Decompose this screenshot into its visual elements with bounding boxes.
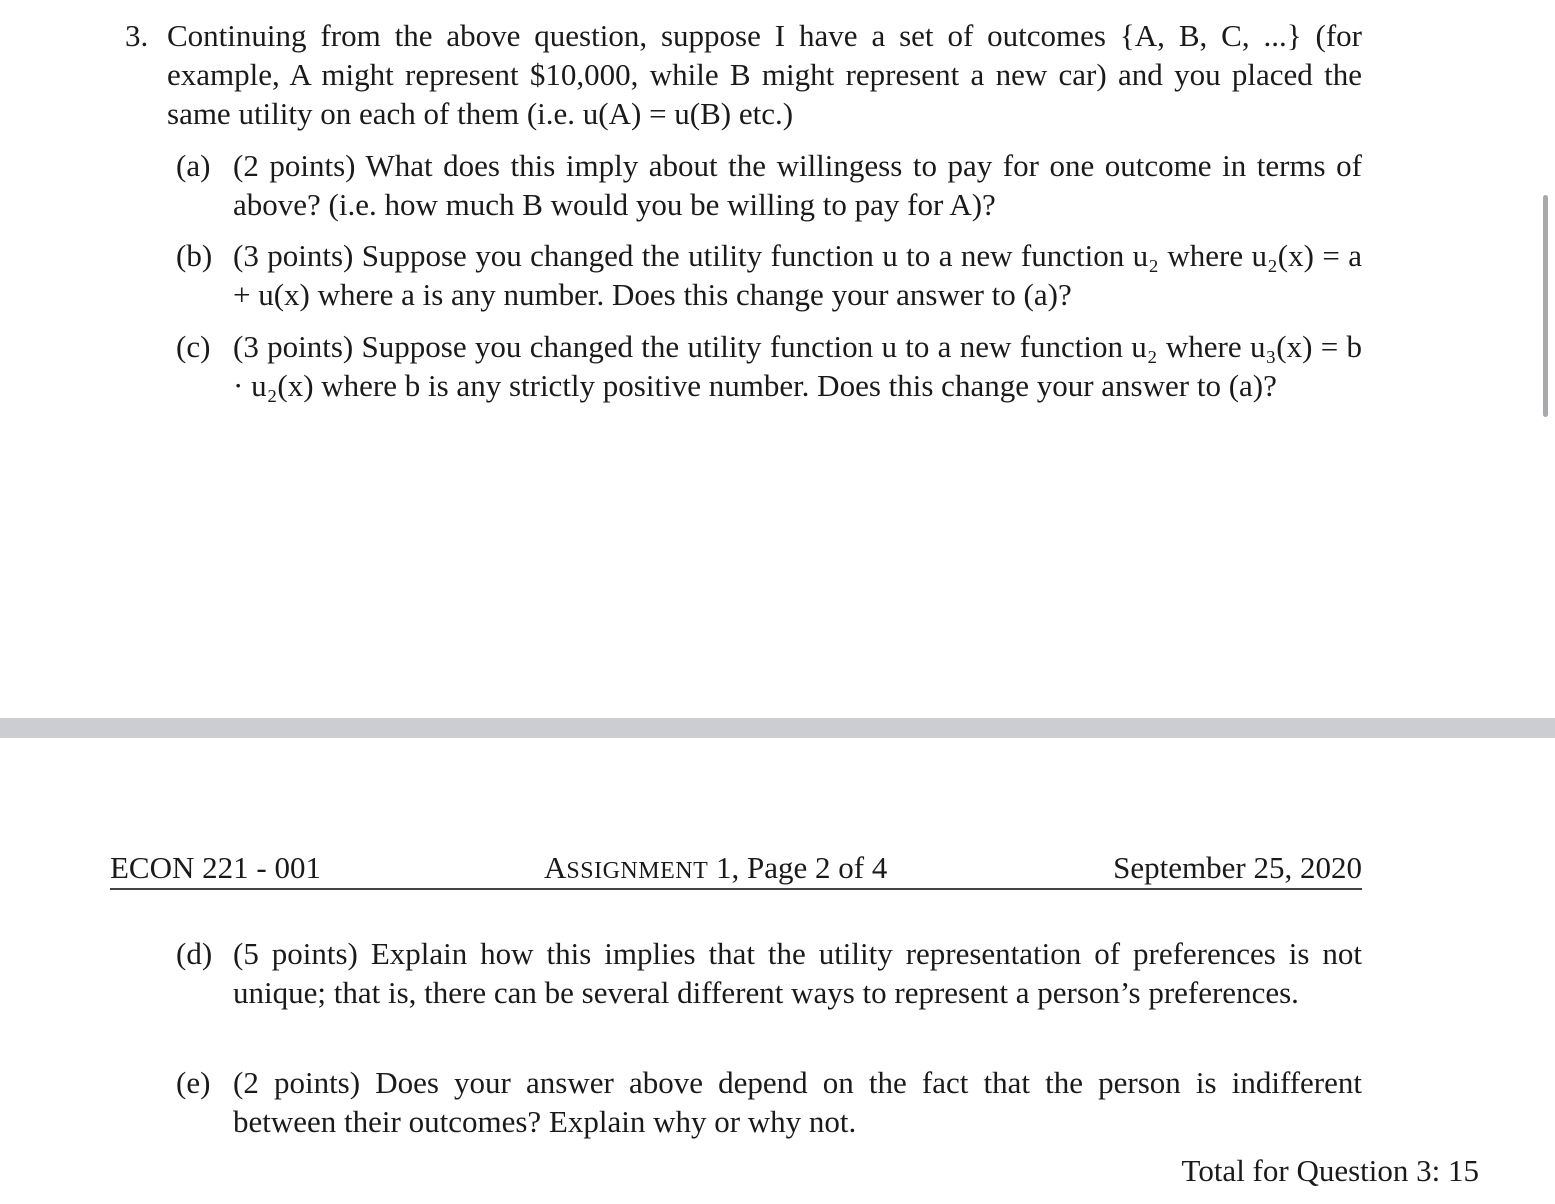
- part-label: (a): [176, 148, 211, 183]
- part-text: (2 points) What does this imply about the willingess to pay for one outcome in terms of above? (i.e. how much B would you be willing to pay for A)?: [233, 148, 1362, 222]
- part-text: (5 points) Explain how this implies that the utility representation of preferences is not unique; that is, there can be several different ways to represent a person’s preferences.: [233, 936, 1362, 1010]
- date: September 25, 2020: [1113, 850, 1362, 885]
- question-total: Total for Question 3: 15: [1181, 1153, 1479, 1188]
- course-code: ECON 221 - 001: [110, 850, 321, 885]
- part-label: (d): [176, 936, 213, 971]
- page-separator: [0, 718, 1555, 738]
- part-label: (b): [176, 238, 213, 273]
- question-3: [125, 16, 1362, 133]
- assignment-initial: A: [544, 850, 567, 885]
- part-label: (e): [176, 1065, 211, 1100]
- vertical-scrollbar[interactable]: [1543, 195, 1548, 417]
- part-text: (2 points) Does your answer above depend on the fact that the person is indifferent between their outcomes? Explain why or why not.: [233, 1065, 1362, 1139]
- part-label: (c): [176, 329, 211, 364]
- part-text: (3 points) Suppose you changed the utility function u to a new function u₂ where u₃(x) = b · u₂(x) where b is any strictly positive number. Does this change your answer to (a)?: [233, 329, 1362, 403]
- assignment-title: [544, 850, 887, 886]
- question-number: 3.: [125, 18, 149, 53]
- part-text: (3 points) Suppose you changed the utility function u to a new function u₂ where u₂(x) = a + u(x) where a is any number. Does this change your answer to (a)?: [233, 238, 1362, 312]
- part-c: [176, 327, 1362, 405]
- question-text: Continuing from the above question, suppose I have a set of outcomes {A, B, C, ...} (for example, A might represent $10,000, while B might represent a new car) and you placed the same utility on each of them (i.e. u(A) = u(B) etc.): [167, 18, 1362, 131]
- part-b: [176, 236, 1362, 314]
- page-info: 1, Page 2 of 4: [715, 850, 888, 885]
- part-d: [176, 934, 1362, 1012]
- page-header: [110, 848, 1362, 890]
- part-e: [176, 1063, 1362, 1141]
- assignment-word: SSIGNMENT: [566, 858, 709, 884]
- part-a: [176, 146, 1362, 224]
